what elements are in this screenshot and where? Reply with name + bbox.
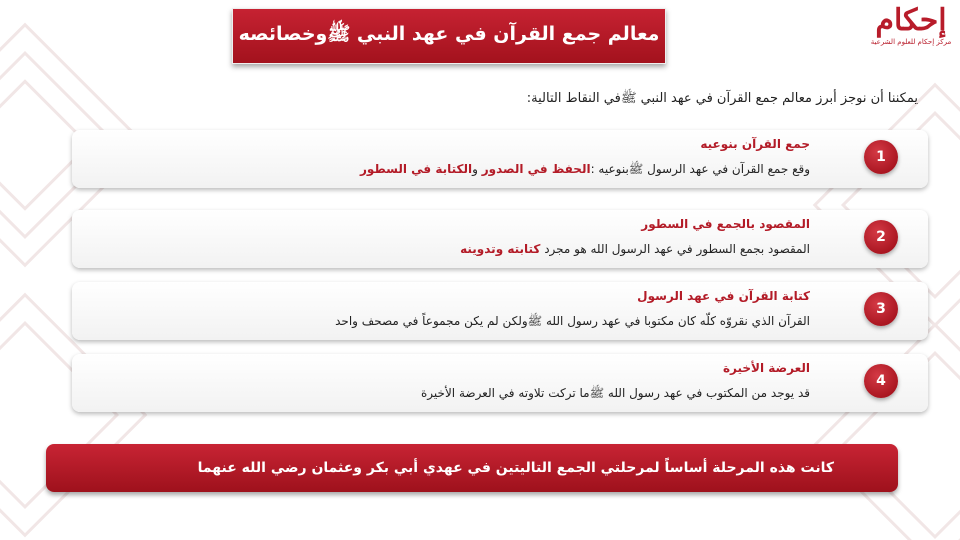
point-text — [460, 242, 810, 256]
point-text-plain: وقع جمع القرآن في عهد الرسول ﷺبنوعيه : — [590, 162, 810, 176]
point-card-3 — [72, 282, 928, 340]
point-number-badge: 4 — [864, 364, 898, 398]
point-card-4 — [72, 354, 928, 412]
point-highlight: الكتابة في السطور — [360, 162, 473, 176]
summary-text: كانت هذه المرحلة أساساً لمرحلتي الجمع التاليتين في عهدي أبي بكر وعثمان رضي الله عنهما — [197, 460, 834, 476]
point-text: قد يوجد من المكتوب في عهد رسول الله ﷺما تركت تلاوته في العرضة الأخيرة — [421, 386, 810, 400]
point-title: العرضة الأخيرة — [722, 361, 810, 375]
point-text: القرآن الذي نقروّه كلّه كان مكتوبا في عهد رسول الله ﷺولكن لم يكن مجموعاً في مصحف واحد — [335, 314, 810, 328]
point-title: جمع القرآن بنوعيه — [700, 137, 810, 151]
point-highlight: الحفظ في الصدور — [481, 162, 591, 176]
point-text — [360, 162, 810, 179]
summary-banner — [46, 444, 898, 492]
point-card-1 — [72, 130, 928, 188]
logo-subtitle: مركز إحكام للعلوم الشرعية — [870, 38, 952, 46]
point-title: كتابة القرآن في عهد الرسول — [637, 289, 810, 303]
point-number-badge: 2 — [864, 220, 898, 254]
point-highlight: كتابته وتدوينه — [460, 242, 541, 256]
intro-text: يمكننا أن نوجز أبرز معالم جمع القرآن في عهد النبي ﷺفي النقاط التالية: — [526, 91, 918, 106]
point-text-plain: المقصود بجمع السطور في عهد الرسول الله هو مجرد — [540, 242, 810, 256]
logo-mark: إحكام — [875, 3, 947, 38]
point-title: المقصود بالجمع في السطور — [641, 217, 810, 231]
point-number-badge: 1 — [864, 140, 898, 174]
point-number-badge: 3 — [864, 292, 898, 326]
logo — [866, 4, 956, 66]
point-connector: و — [472, 162, 482, 176]
point-card-2 — [72, 210, 928, 268]
page-title: معالم جمع القرآن في عهد النبي ﷺوخصائصه — [232, 8, 666, 64]
